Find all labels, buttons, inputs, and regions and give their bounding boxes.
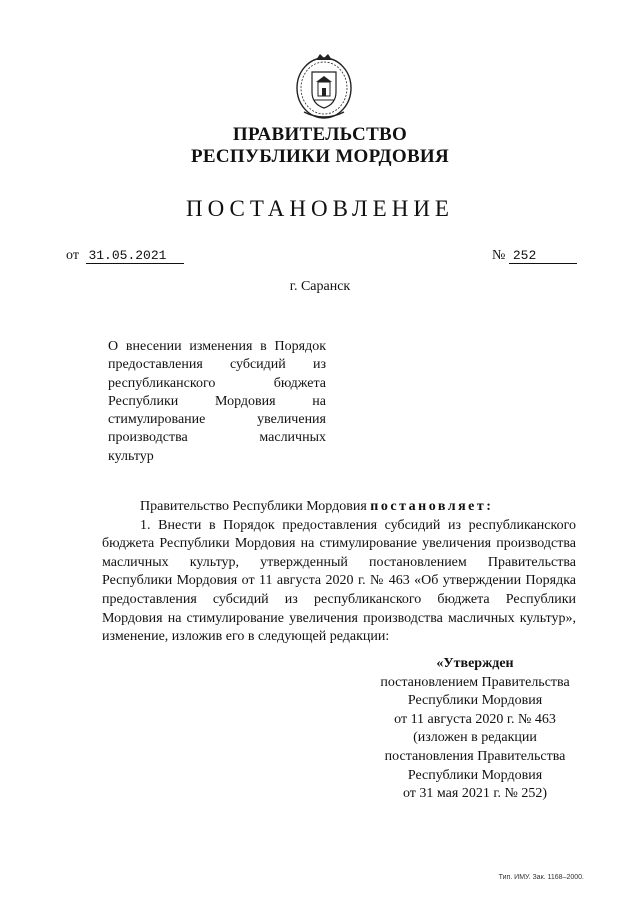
item-1-paragraph xyxy=(102,517,576,647)
subject-line: О внесении изменения в Порядок xyxy=(108,339,326,354)
approval-line: постановлением Правительства xyxy=(380,674,570,690)
coat-of-arms-emblem xyxy=(294,50,354,122)
subject-line: предоставления субсидий из xyxy=(108,357,326,373)
subject-block xyxy=(108,338,326,466)
approval-line: от 11 августа 2020 г. № 463 xyxy=(394,711,556,727)
approval-stamp-block xyxy=(360,655,590,804)
subject-line: культур xyxy=(108,448,154,464)
subject-line: производства масличных xyxy=(108,430,326,446)
document-body xyxy=(102,498,576,647)
date-prefix: от xyxy=(66,248,79,263)
subject-line: республиканского бюджета xyxy=(108,375,326,391)
approval-heading: «Утвержден xyxy=(436,656,514,671)
item-1-line: бюджета Республики Мордовия на стимулирование увеличения производства xyxy=(102,536,576,552)
approval-line: Республики Мордовия xyxy=(407,767,543,783)
government-title-line1: ПРАВИТЕЛЬСТВО xyxy=(232,124,408,145)
intro-text: Правительство Республики Мордовия xyxy=(140,499,367,514)
approval-line: от 31 мая 2021 г. № 252) xyxy=(402,786,548,802)
government-title-line2: РЕСПУБЛИКИ МОРДОВИЯ xyxy=(190,146,450,167)
intro-verb: постановляет: xyxy=(370,499,494,514)
print-mark: Тип. ИМУ. Зак. 1168–2000. xyxy=(498,874,584,881)
approval-line: (изложен в редакции xyxy=(413,730,537,746)
approval-line: Республики Мордовия xyxy=(407,693,543,709)
item-1-line: Республики Мордовия от 11 августа 2020 г. № 463 «Об утверждении Порядка xyxy=(102,573,576,589)
approval-line: постановления Правительства xyxy=(384,748,566,764)
item-1-line: 1. Внести в Порядок предоставления субсидий из республиканского xyxy=(140,517,576,533)
number-field xyxy=(492,248,577,264)
intro-paragraph xyxy=(102,498,576,517)
document-type-title: ПОСТАНОВЛЕНИЕ xyxy=(186,196,454,221)
number-value: 252 xyxy=(509,248,577,264)
item-1-line: предоставления субсидий из республиканского бюджета Республики xyxy=(102,591,576,607)
item-1-line: изменение, изложив его в следующей редакции: xyxy=(102,629,390,645)
number-prefix: № xyxy=(492,248,506,263)
item-1-line: Мордовия на стимулирование увеличения производства масличных культур», xyxy=(102,610,576,626)
subject-line: стимулирование увеличения xyxy=(108,412,326,428)
date-value: 31.05.2021 xyxy=(86,248,184,264)
date-field xyxy=(66,248,184,264)
city-label: г. Саранск xyxy=(289,279,351,294)
subject-line: Республики Мордовия на xyxy=(108,393,326,409)
item-1-line: масличных культур, утвержденный постановлением Правительства xyxy=(102,554,576,570)
